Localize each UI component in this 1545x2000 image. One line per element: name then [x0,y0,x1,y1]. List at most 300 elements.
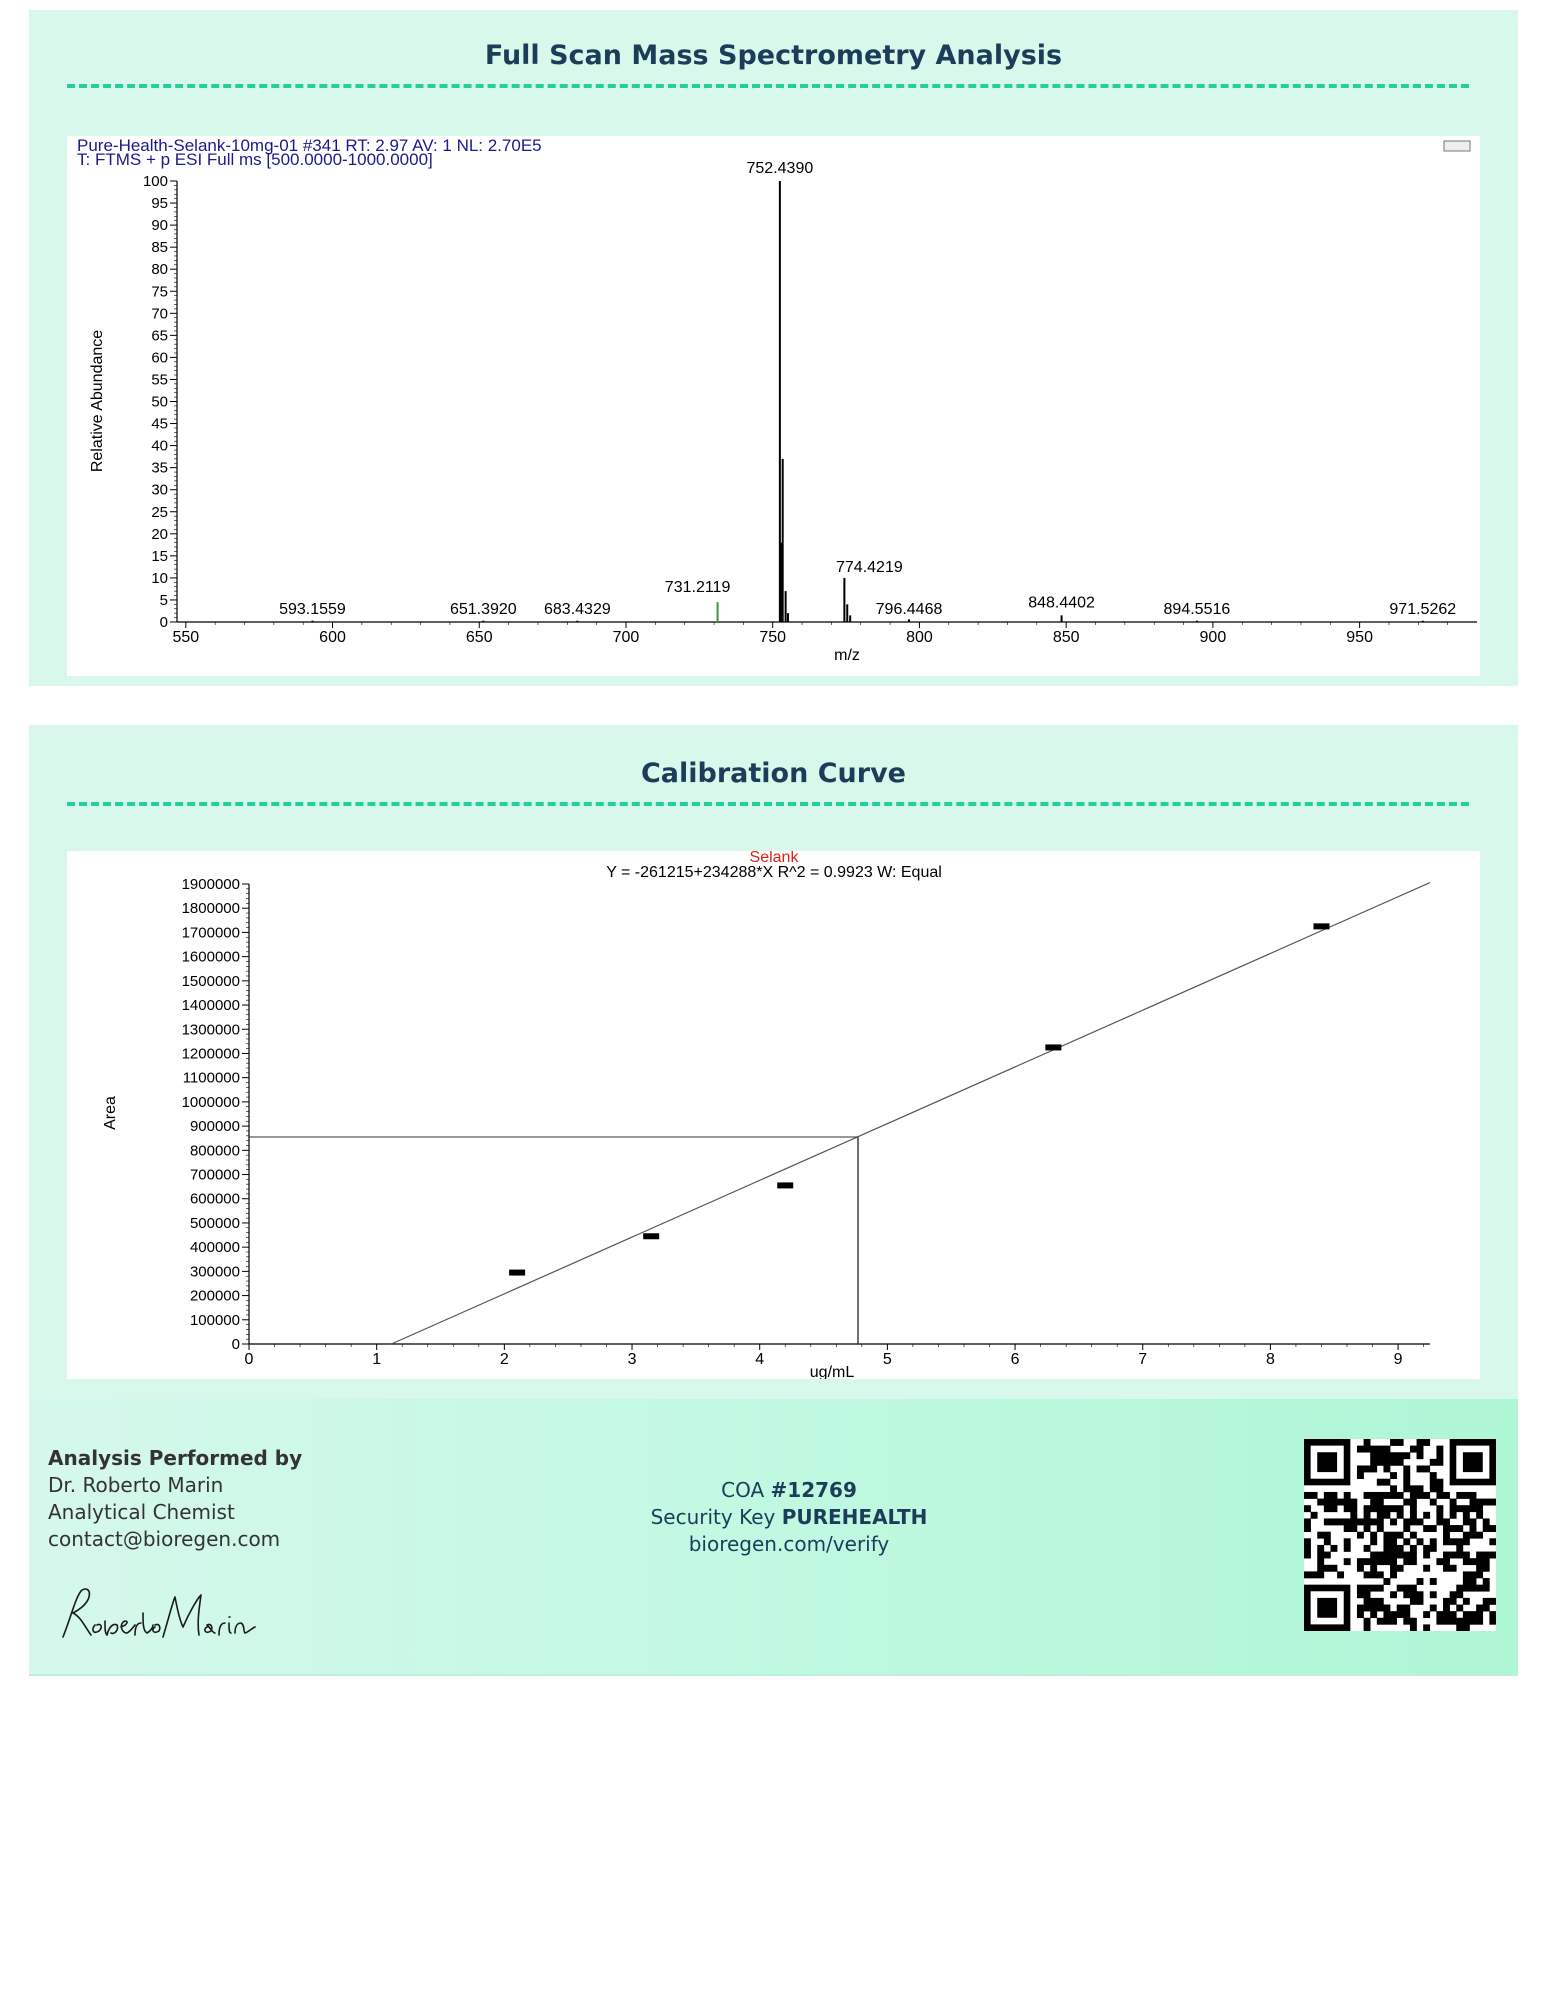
qr-module [1443,1538,1450,1545]
spectrum-y-tick-label: 10 [151,569,168,587]
calibration-x-tick-label: 2 [499,1351,509,1368]
qr-module [1344,1538,1351,1545]
qr-module [1350,1505,1357,1512]
qr-module [1436,1459,1443,1466]
qr-module [1370,1446,1377,1453]
qr-module [1390,1518,1397,1525]
qr-module [1304,1538,1311,1545]
qr-module [1476,1565,1483,1572]
calibration-point [509,1270,525,1276]
qr-module [1324,1532,1331,1539]
calibration-section [29,725,1518,1399]
calibration-y-tick-label: 600000 [189,1190,240,1208]
qr-module [1370,1499,1377,1506]
qr-module [1317,1545,1324,1552]
qr-module [1430,1479,1437,1486]
qr-module [1304,1525,1311,1532]
calibration-y-tick-label: 1300000 [181,1021,240,1039]
qr-module [1357,1465,1364,1472]
qr-module [1317,1499,1324,1506]
calibration-y-tick-label: 1900000 [181,876,240,893]
qr-module [1450,1499,1457,1506]
spectrum-peak-label: 971.5262 [1389,601,1457,618]
qr-module [1403,1618,1410,1625]
qr-module [1443,1492,1450,1499]
qr-module [1423,1545,1430,1552]
spectrum-y-tick-label: 45 [151,415,168,433]
qr-module [1364,1492,1371,1499]
qr-module [1417,1578,1424,1585]
qr-module [1430,1591,1437,1598]
qr-module [1476,1571,1483,1578]
qr-module [1364,1545,1371,1552]
qr-module [1364,1558,1371,1565]
calibration-x-label: ug/mL [809,1364,855,1379]
calibration-svg [67,851,1480,1379]
qr-module [1397,1492,1404,1499]
spectrum-y-tick-label: 90 [151,217,168,235]
calibration-x-tick-label: 9 [1393,1351,1403,1368]
qr-module [1423,1552,1430,1559]
qr-module [1344,1525,1351,1532]
spectrum-peak-label: 731.2119 [664,579,731,597]
qr-module [1364,1512,1371,1519]
qr-module [1403,1485,1410,1492]
qr-module [1410,1624,1417,1631]
spectrum-y-tick-label: 35 [151,459,168,477]
qr-module [1364,1439,1371,1446]
qr-module [1443,1518,1450,1525]
qr-module [1410,1518,1417,1525]
qr-module [1344,1518,1351,1525]
qr-module [1417,1439,1424,1446]
qr-module [1397,1585,1404,1592]
spectrum-x-label: m/z [834,647,860,664]
qr-module [1311,1512,1318,1519]
qr-module [1423,1565,1430,1572]
qr-module [1390,1611,1397,1618]
qr-module [1377,1446,1384,1453]
qr-module [1483,1499,1490,1506]
qr-module [1470,1492,1477,1499]
calibration-equation: Y = -261215+234288*X R^2 = 0.9923 W: Equal [606,864,942,881]
calibration-x-tick-label: 5 [882,1351,892,1368]
spectrum-y-tick-label: 55 [151,371,168,389]
qr-module [1489,1611,1496,1618]
qr-module [1423,1624,1430,1631]
qr-module [1397,1512,1404,1519]
qr-module [1377,1552,1384,1559]
qr-module [1377,1459,1384,1466]
spectrum-y-tick-label: 30 [151,481,168,499]
qr-module [1397,1565,1404,1572]
qr-module [1324,1538,1331,1545]
qr-module [1364,1591,1371,1598]
qr-module [1463,1598,1470,1605]
qr-module [1364,1571,1371,1578]
calibration-y-tick-label: 1700000 [181,924,240,942]
qr-module [1383,1605,1390,1612]
qr-module [1470,1578,1477,1585]
qr-module [1344,1492,1351,1499]
qr-module [1390,1472,1397,1479]
qr-module [1344,1558,1351,1565]
qr-module [1450,1512,1457,1519]
qr-module [1403,1452,1410,1459]
qr-module [1430,1485,1437,1492]
qr-module [1476,1585,1483,1592]
qr-module [1357,1591,1364,1598]
calibration-chart [67,851,1480,1379]
qr-module [1403,1605,1410,1612]
spectrum-y-tick-label: 70 [151,305,168,323]
spectrum-title: Full Scan Mass Spectrometry Analysis [484,40,1063,71]
qr-module [1383,1558,1390,1565]
spectrum-y-tick-label: 65 [151,327,168,345]
qr-module [1337,1518,1344,1525]
qr-module [1410,1545,1417,1552]
qr-module [1403,1499,1410,1506]
calibration-y-tick-label: 1400000 [181,997,240,1015]
qr-module [1390,1591,1397,1598]
qr-module [1377,1558,1384,1565]
qr-module [1463,1512,1470,1519]
qr-module [1430,1545,1437,1552]
qr-module [1370,1452,1377,1459]
spectrum-x-tick-label: 950 [1346,629,1373,646]
qr-module [1450,1538,1457,1545]
qr-module [1383,1532,1390,1539]
qr-module [1410,1618,1417,1625]
performed-by-label: Analysis Performed by [48,1446,303,1470]
qr-module [1470,1518,1477,1525]
qr-module [1364,1618,1371,1625]
footer [29,1399,1518,1674]
qr-module [1443,1525,1450,1532]
qr-module [1443,1598,1450,1605]
qr-module [1357,1518,1364,1525]
calibration-y-tick-label: 1600000 [181,948,240,966]
qr-module [1324,1499,1331,1506]
qr-module [1463,1492,1470,1499]
calibration-y-tick-label: 800000 [189,1142,240,1160]
qr-module [1364,1518,1371,1525]
qr-module [1463,1518,1470,1525]
qr-module [1397,1439,1404,1446]
spectrum-y-tick-label: 60 [151,349,168,367]
qr-module [1423,1512,1430,1519]
qr-module [1337,1571,1344,1578]
calibration-y-tick-label: 1500000 [181,972,240,990]
qr-module [1476,1605,1483,1612]
qr-module [1377,1598,1384,1605]
qr-module [1364,1598,1371,1605]
qr-module [1383,1465,1390,1472]
qr-module [1410,1446,1417,1453]
qr-module [1383,1479,1390,1486]
calibration-y-tick-label: 700000 [189,1166,240,1184]
qr-module [1456,1505,1463,1512]
qr-module [1463,1611,1470,1618]
qr-module [1364,1605,1371,1612]
qr-module [1350,1512,1357,1519]
qr-module [1443,1611,1450,1618]
qr-module [1476,1499,1483,1506]
qr-module [1383,1459,1390,1466]
qr-module [1370,1492,1377,1499]
qr-module [1390,1538,1397,1545]
qr-module [1357,1558,1364,1565]
qr-module [1463,1618,1470,1625]
calibration-y-tick-label: 200000 [189,1287,240,1305]
qr-module [1456,1525,1463,1532]
qr-module [1370,1505,1377,1512]
qr-module [1364,1525,1371,1532]
qr-module [1436,1452,1443,1459]
calibration-y-label: Area [102,1096,119,1130]
calibration-y-tick-label: 900000 [189,1118,240,1136]
qr-module [1390,1452,1397,1459]
qr-module [1377,1452,1384,1459]
qr-module [1456,1492,1463,1499]
qr-module [1304,1518,1311,1525]
qr-module [1403,1585,1410,1592]
qr-module [1357,1532,1364,1539]
qr-module [1410,1485,1417,1492]
qr-module [1324,1565,1331,1572]
qr-module [1410,1512,1417,1519]
qr-module [1423,1465,1430,1472]
qr-module [1470,1571,1477,1578]
qr-module [1489,1618,1496,1625]
qr-module [1436,1492,1443,1499]
calibration-y-tick-label: 1200000 [181,1045,240,1063]
qr-module [1430,1538,1437,1545]
qr-module [1450,1611,1457,1618]
qr-module [1410,1598,1417,1605]
calibration-x-tick-label: 4 [755,1351,765,1368]
qr-module [1383,1578,1390,1585]
footer-divider [29,1674,1518,1676]
qr-module [1436,1485,1443,1492]
spectrum-peak-label: 752.4390 [746,160,814,177]
qr-module [1403,1611,1410,1618]
qr-module [1370,1565,1377,1572]
qr-module [1403,1525,1410,1532]
qr-module [1456,1552,1463,1559]
qr-module [1450,1618,1457,1625]
security-key-label: Security Key [650,1505,776,1529]
mass-spectrum-svg [67,136,1480,676]
qr-module [1423,1439,1430,1446]
analyst-email[interactable]: contact@bioregen.com [48,1527,281,1551]
qr-module [1357,1611,1364,1618]
qr-module [1317,1558,1324,1565]
qr-module [1410,1505,1417,1512]
qr-module [1463,1558,1470,1565]
qr-module [1364,1585,1371,1592]
qr-module [1377,1512,1384,1519]
qr-module [1390,1485,1397,1492]
qr-module [1377,1571,1384,1578]
spectrum-peak-label: 848.4402 [1028,594,1095,612]
qr-module [1483,1578,1490,1585]
coa-number: #12769 [770,1478,857,1502]
qr-module [1430,1605,1437,1612]
qr-module [1410,1591,1417,1598]
qr-finder-inner [1317,1598,1337,1618]
qr-module [1370,1611,1377,1618]
qr-module [1304,1492,1311,1499]
qr-module [1436,1479,1443,1486]
calibration-x-tick-label: 6 [1010,1351,1020,1368]
qr-module [1436,1558,1443,1565]
qr-module [1450,1598,1457,1605]
spectrum-x-tick-label: 900 [1199,629,1227,646]
qr-module [1377,1492,1384,1499]
qr-module [1436,1611,1443,1618]
coa-line [589,1477,989,1504]
qr-module [1456,1545,1463,1552]
qr-module [1390,1552,1397,1559]
qr-module [1403,1518,1410,1525]
qr-module [1317,1552,1324,1559]
qr-module [1397,1605,1404,1612]
qr-module [1463,1505,1470,1512]
qr-module [1377,1518,1384,1525]
qr-module [1324,1552,1331,1559]
calibration-x-tick-label: 7 [1138,1351,1148,1368]
qr-module [1483,1558,1490,1565]
qr-module [1364,1465,1371,1472]
qr-module [1324,1492,1331,1499]
spectrum-peak-label: 651.3920 [449,601,517,618]
qr-module [1417,1465,1424,1472]
qr-module [1383,1505,1390,1512]
qr-module [1304,1545,1311,1552]
qr-module [1417,1452,1424,1459]
qr-code-icon[interactable] [1304,1439,1496,1631]
calibration-title-divider [67,802,1469,806]
qr-module [1317,1571,1324,1578]
qr-module [1330,1505,1337,1512]
qr-module [1390,1492,1397,1499]
qr-module [1430,1472,1437,1479]
qr-module [1403,1558,1410,1565]
qr-module [1397,1611,1404,1618]
qr-module [1423,1611,1430,1618]
qr-module [1357,1585,1364,1592]
qr-module [1390,1505,1397,1512]
qr-module [1450,1591,1457,1598]
spectrum-title-divider [67,84,1469,88]
qr-module [1383,1446,1390,1453]
qr-module [1357,1565,1364,1572]
qr-module [1463,1538,1470,1545]
qr-module [1377,1479,1384,1486]
qr-module [1390,1459,1397,1466]
qr-module [1377,1585,1384,1592]
qr-module [1370,1538,1377,1545]
qr-module [1430,1525,1437,1532]
spectrum-peak-label: 774.4219 [836,558,903,576]
qr-module [1390,1571,1397,1578]
analyst-block [48,1445,302,1553]
calibration-title: Calibration Curve [640,758,906,789]
qr-module [1344,1505,1351,1512]
qr-module [1357,1605,1364,1612]
qr-module [1383,1552,1390,1559]
qr-module [1403,1465,1410,1472]
qr-module [1383,1452,1390,1459]
spectrum-x-tick-label: 700 [612,629,640,646]
qr-module [1443,1618,1450,1625]
spectrum-y-tick-label: 0 [159,614,168,631]
qr-module [1450,1505,1457,1512]
spectrum-y-tick-label: 85 [151,239,168,257]
calibration-y-tick-label: 100000 [189,1311,240,1329]
calibration-y-tick-label: 300000 [189,1263,240,1281]
qr-module [1344,1545,1351,1552]
verify-link[interactable]: bioregen.com/verify [688,1532,890,1556]
spectrum-x-tick-label: 800 [906,629,933,646]
spectrum-toolbar-icon [1444,141,1470,151]
qr-module [1436,1446,1443,1453]
mass-spec-section [29,10,1518,686]
qr-module [1417,1538,1424,1545]
qr-module [1403,1538,1410,1545]
calibration-point [777,1182,793,1188]
qr-module [1390,1558,1397,1565]
qr-module [1456,1538,1463,1545]
calibration-point [1045,1044,1061,1050]
qr-module [1390,1565,1397,1572]
qr-module [1443,1605,1450,1612]
qr-module [1423,1525,1430,1532]
qr-module [1489,1598,1496,1605]
qr-module [1410,1558,1417,1565]
qr-module [1443,1558,1450,1565]
qr-module [1483,1565,1490,1572]
qr-module [1430,1459,1437,1466]
qr-module [1410,1499,1417,1506]
qr-module [1397,1452,1404,1459]
calibration-y-tick-label: 1100000 [182,1069,240,1087]
calibration-x-tick-label: 0 [244,1351,254,1368]
spectrum-y-label: Relative Abundance [89,329,106,473]
qr-module [1450,1552,1457,1559]
qr-module [1383,1545,1390,1552]
qr-module [1417,1492,1424,1499]
qr-finder-inner [1463,1452,1483,1472]
qr-module [1364,1446,1371,1453]
qr-module [1436,1512,1443,1519]
qr-module [1410,1532,1417,1539]
qr-module [1489,1525,1496,1532]
qr-module [1423,1492,1430,1499]
qr-module [1456,1585,1463,1592]
qr-module [1470,1499,1477,1506]
analyst-name: Dr. Roberto Marin [48,1473,224,1497]
spectrum-x-tick-label: 600 [319,629,346,646]
qr-module [1383,1538,1390,1545]
qr-module [1317,1565,1324,1572]
spectrum-peak-label: 593.1559 [279,601,346,618]
qr-module [1417,1598,1424,1605]
qr-module [1483,1525,1490,1532]
spectrum-y-tick-label: 80 [151,261,168,279]
qr-module [1304,1505,1311,1512]
